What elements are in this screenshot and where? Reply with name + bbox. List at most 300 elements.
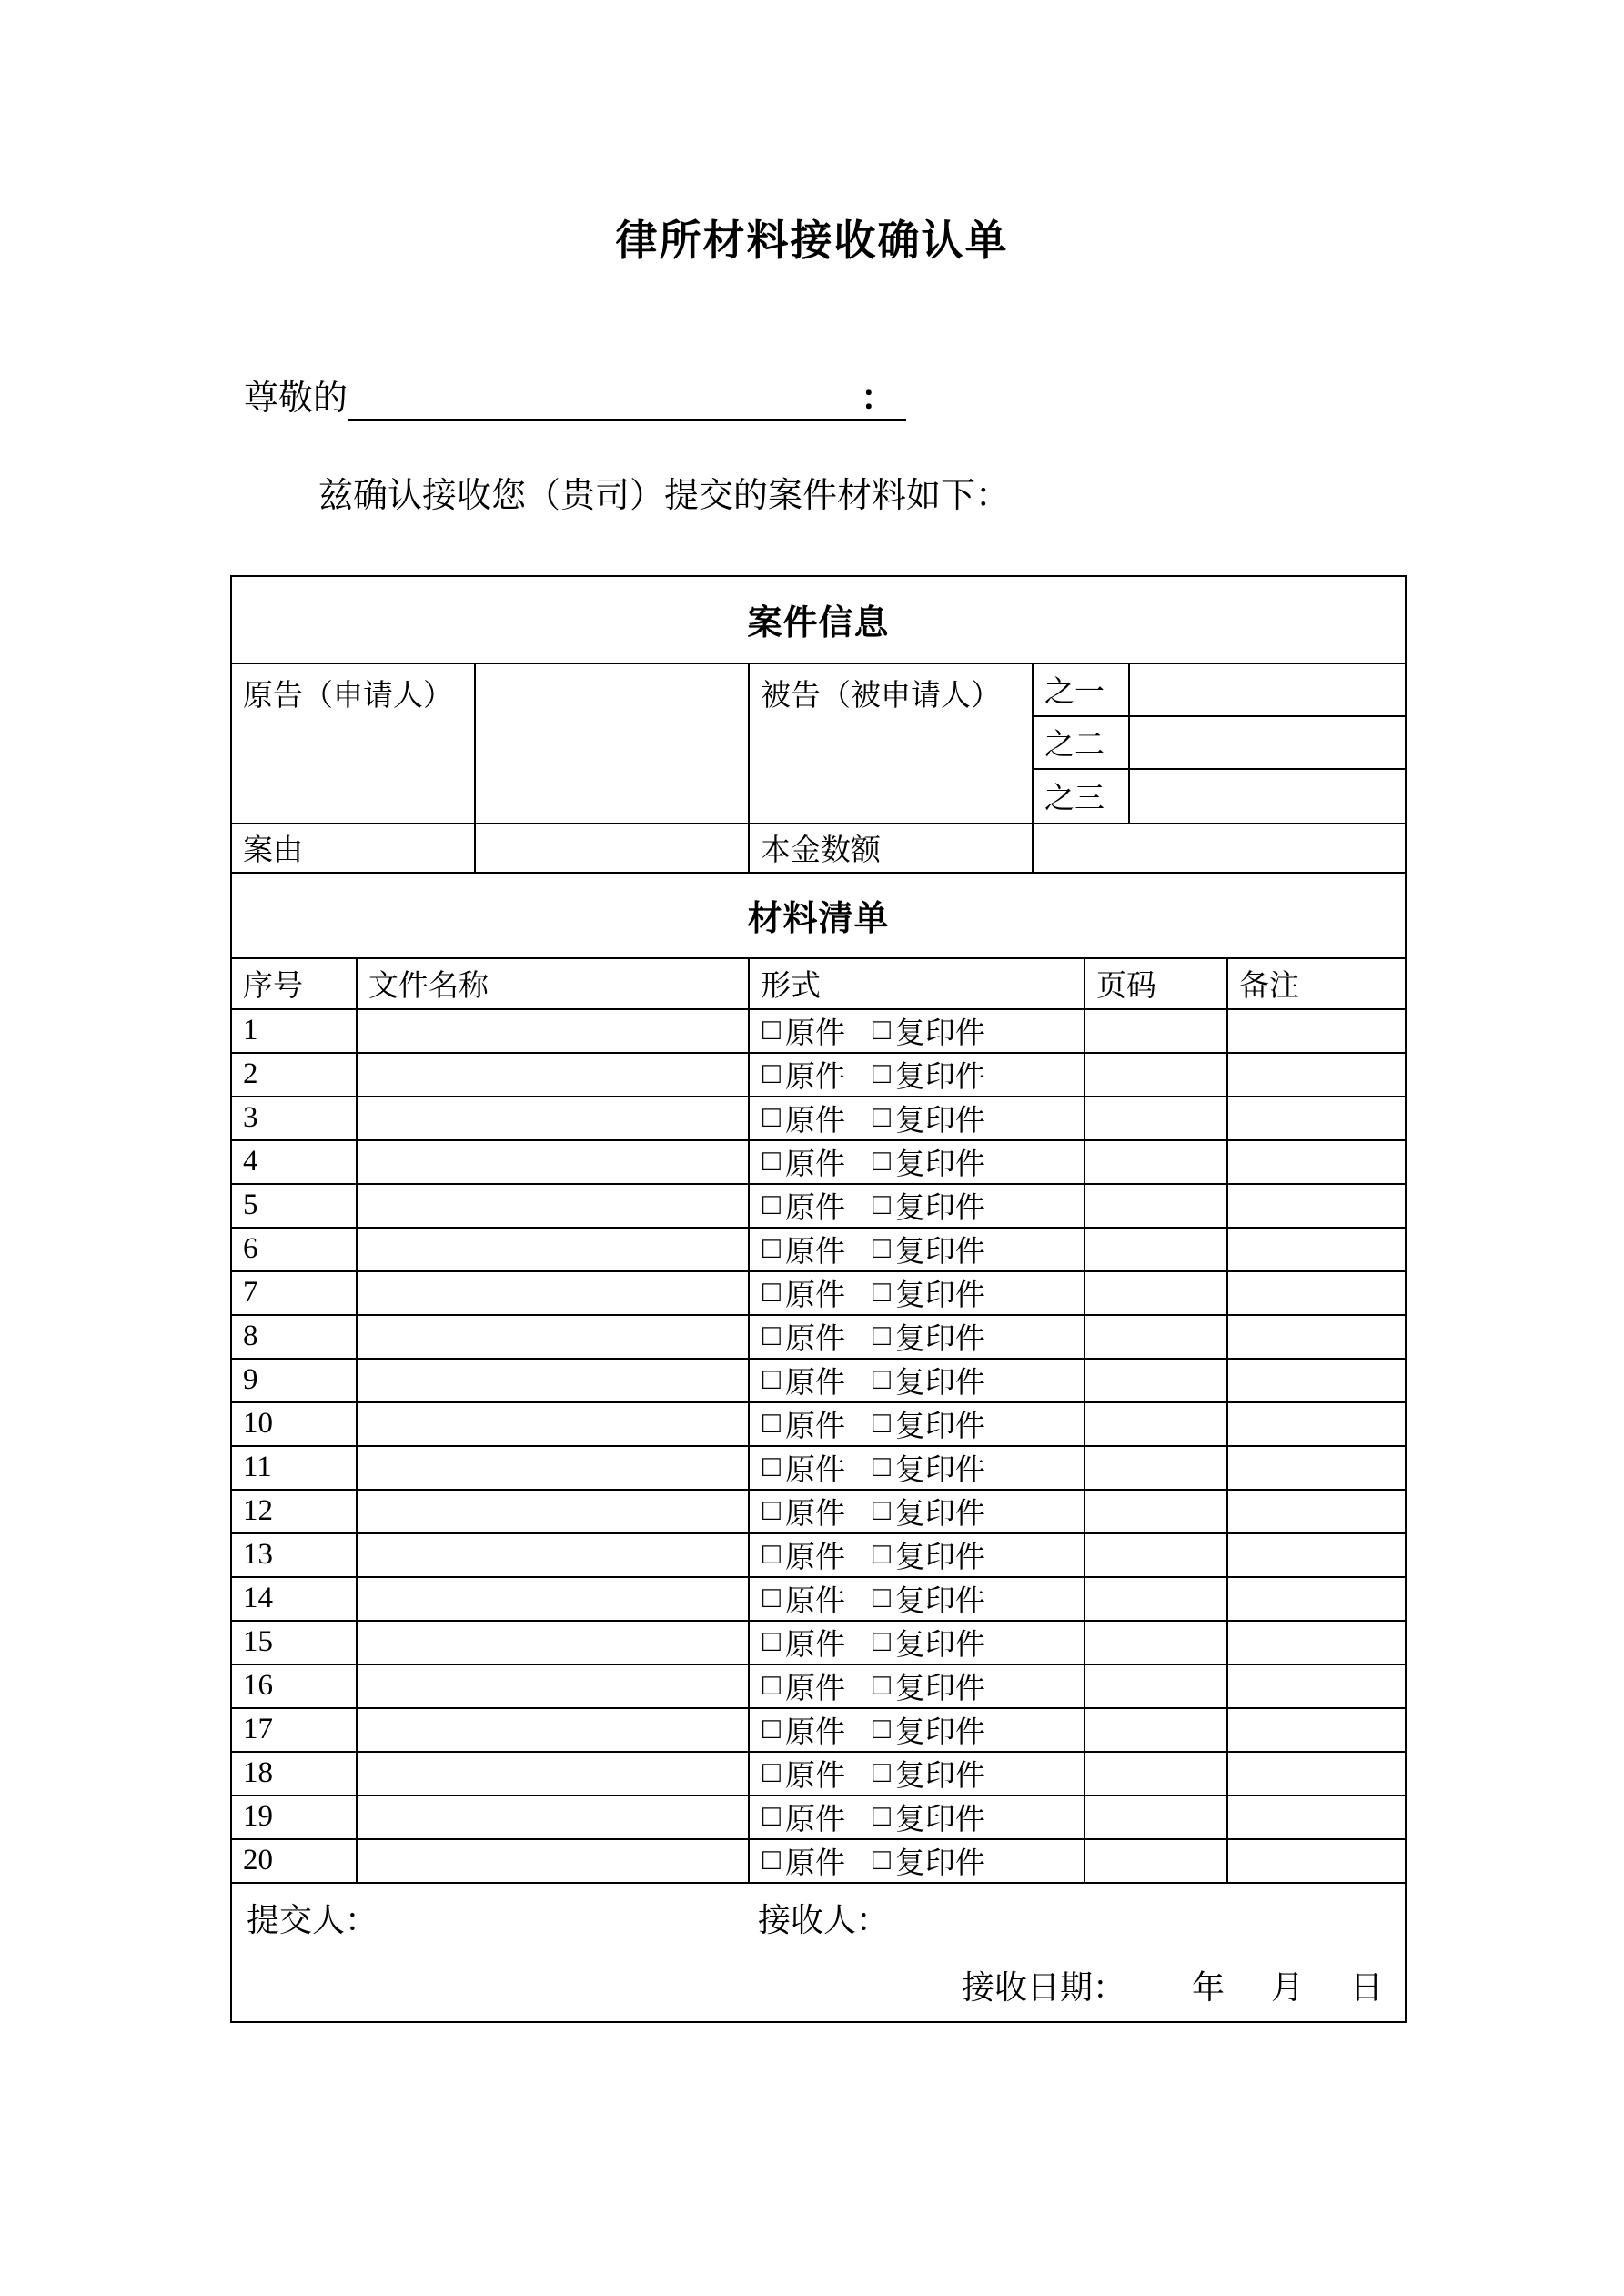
plaintiff-value-cell (476, 664, 750, 823)
copy-checkbox-option (873, 1141, 985, 1183)
signature-section (232, 1884, 1405, 2021)
file-name-cell (358, 1141, 750, 1183)
principal-label: 本金数额 (761, 834, 881, 868)
note-cell (1228, 1360, 1405, 1401)
original-checkbox-option (762, 1447, 845, 1489)
checkbox-icon-original: □ (762, 1713, 781, 1746)
copy-checkbox-option (873, 1360, 985, 1401)
material-row (232, 1097, 1405, 1141)
receive-date-line (962, 1962, 1383, 2008)
row-number: 2 (243, 1057, 258, 1091)
page-number-cell (1085, 1578, 1228, 1620)
row-number-cell (232, 1141, 358, 1183)
row-number: 3 (243, 1101, 258, 1135)
receive-date-label: 接收日期： (961, 1968, 1125, 2006)
form-cell (750, 1229, 1085, 1270)
defendant-row-2 (1034, 717, 1405, 770)
copy-checkbox-option (873, 1010, 985, 1052)
original-label: 原件 (784, 1105, 845, 1138)
checkbox-icon-copy: □ (872, 1800, 891, 1834)
defendant-index-cell-2 (1034, 717, 1130, 768)
original-label: 原件 (784, 1716, 845, 1750)
file-name-cell (358, 1840, 750, 1882)
form-cell (750, 1753, 1085, 1795)
copy-label: 复印件 (894, 1629, 985, 1663)
material-row (232, 1796, 1405, 1840)
original-checkbox-option (762, 1622, 845, 1664)
checkbox-icon-copy: □ (872, 1582, 891, 1615)
copy-label: 复印件 (894, 1585, 985, 1619)
form-cell (750, 1709, 1085, 1751)
form-cell (750, 1622, 1085, 1664)
copy-label: 复印件 (894, 1454, 985, 1488)
checkbox-icon-original: □ (762, 1014, 781, 1047)
form-cell (750, 1534, 1085, 1576)
page-number-cell (1085, 1272, 1228, 1314)
material-row (232, 1709, 1405, 1753)
checkbox-icon-copy: □ (872, 1451, 891, 1484)
material-row (232, 1534, 1405, 1578)
form-cell (750, 1185, 1085, 1227)
file-name-cell (358, 1010, 750, 1052)
original-label: 原件 (784, 1411, 845, 1444)
original-label: 原件 (784, 1585, 845, 1619)
copy-label: 复印件 (894, 1192, 985, 1226)
row-number-cell (232, 1622, 358, 1664)
row-number: 7 (243, 1276, 258, 1310)
checkbox-icon-copy: □ (872, 1713, 891, 1746)
copy-checkbox-option (873, 1447, 985, 1489)
copy-label: 复印件 (894, 1760, 985, 1794)
note-cell (1228, 1753, 1405, 1795)
original-label: 原件 (784, 1017, 845, 1051)
file-name-cell (358, 1753, 750, 1795)
copy-checkbox-option (873, 1229, 985, 1270)
checkbox-icon-copy: □ (872, 1363, 891, 1397)
signature-line (232, 1884, 1405, 1941)
form-cell (750, 1447, 1085, 1489)
original-label: 原件 (784, 1279, 845, 1313)
salutation-blank-line (348, 380, 906, 421)
material-row (232, 1578, 1405, 1622)
checkbox-icon-original: □ (762, 1582, 781, 1615)
checkbox-icon-copy: □ (872, 1145, 891, 1178)
row-number: 10 (243, 1407, 273, 1441)
form-cell (750, 1578, 1085, 1620)
salutation-colon: ： (861, 379, 896, 418)
receipt-table (230, 575, 1407, 2023)
row-number: 4 (243, 1145, 258, 1178)
form-cell (750, 1665, 1085, 1707)
page-number-cell (1085, 1097, 1228, 1139)
defendant-index-cell-3 (1034, 770, 1130, 823)
page-number-cell (1085, 1403, 1228, 1445)
material-row (232, 1185, 1405, 1229)
original-checkbox-option (762, 1229, 845, 1270)
checkbox-icon-original: □ (762, 1407, 781, 1441)
copy-checkbox-option (873, 1840, 985, 1882)
file-name-cell (358, 1491, 750, 1532)
original-label: 原件 (784, 1323, 845, 1357)
checkbox-icon-original: □ (762, 1276, 781, 1310)
defendant-value-cell-1 (1130, 664, 1405, 715)
row-number-cell (232, 1054, 358, 1096)
original-label: 原件 (784, 1061, 845, 1095)
file-name-cell (358, 1272, 750, 1314)
row-number: 14 (243, 1582, 273, 1615)
original-label: 原件 (784, 1629, 845, 1663)
original-label: 原件 (784, 1192, 845, 1226)
copy-checkbox-option (873, 1622, 985, 1664)
checkbox-icon-copy: □ (872, 1101, 891, 1135)
copy-checkbox-option (873, 1709, 985, 1751)
note-cell (1228, 1403, 1405, 1445)
page-number-cell (1085, 1360, 1228, 1401)
page-number-cell (1085, 1840, 1228, 1882)
defendant-index-label-3: 之三 (1044, 783, 1105, 816)
checkbox-icon-original: □ (762, 1669, 781, 1703)
copy-label: 复印件 (894, 1411, 985, 1444)
form-cell (750, 1097, 1085, 1139)
row-number-cell (232, 1753, 358, 1795)
copy-label: 复印件 (894, 1148, 985, 1182)
materials-section-title: 材料清单 (232, 874, 1405, 959)
original-label: 原件 (784, 1673, 845, 1706)
page-number-cell (1085, 1185, 1228, 1227)
file-name-cell (358, 1622, 750, 1664)
note-cell (1228, 1709, 1405, 1751)
cause-label-cell (232, 824, 476, 872)
day-label: 日 (1349, 1968, 1383, 2006)
checkbox-icon-copy: □ (872, 1625, 891, 1659)
row-number: 1 (243, 1014, 258, 1047)
note-cell (1228, 1316, 1405, 1358)
row-number-cell (232, 1316, 358, 1358)
col-header-form: 形式 (750, 959, 1085, 1008)
checkbox-icon-original: □ (762, 1363, 781, 1397)
copy-checkbox-option (873, 1316, 985, 1358)
checkbox-icon-copy: □ (872, 1756, 891, 1790)
form-cell (750, 1491, 1085, 1532)
intro-text: 兹确认接收您（贵司）提交的案件材料如下： (318, 476, 1011, 515)
original-label: 原件 (784, 1148, 845, 1182)
defendant-row-3 (1034, 770, 1405, 823)
copy-checkbox-option (873, 1796, 985, 1838)
checkbox-icon-original: □ (762, 1538, 781, 1572)
original-label: 原件 (784, 1454, 845, 1488)
page-number-cell (1085, 1622, 1228, 1664)
case-info-section-title: 案件信息 (232, 577, 1405, 664)
original-label: 原件 (784, 1367, 845, 1401)
original-checkbox-option (762, 1840, 845, 1882)
month-label: 月 (1270, 1968, 1304, 2006)
checkbox-icon-copy: □ (872, 1057, 891, 1091)
checkbox-icon-copy: □ (872, 1014, 891, 1047)
note-cell (1228, 1665, 1405, 1707)
copy-checkbox-option (873, 1185, 985, 1227)
original-checkbox-option (762, 1796, 845, 1838)
material-row (232, 1622, 1405, 1665)
copy-label: 复印件 (894, 1804, 985, 1837)
row-number: 13 (243, 1538, 273, 1572)
row-number: 20 (243, 1844, 273, 1877)
row-number-cell (232, 1272, 358, 1314)
salutation-line (244, 369, 1624, 421)
original-checkbox-option (762, 1709, 845, 1751)
row-number-cell (232, 1491, 358, 1532)
file-name-cell (358, 1185, 750, 1227)
defendant-row-1 (1034, 664, 1405, 717)
copy-checkbox-option (873, 1578, 985, 1620)
note-cell (1228, 1796, 1405, 1838)
row-number-cell (232, 1796, 358, 1838)
checkbox-icon-original: □ (762, 1800, 781, 1834)
copy-checkbox-option (873, 1054, 985, 1096)
copy-label: 复印件 (894, 1542, 985, 1575)
checkbox-icon-original: □ (762, 1232, 781, 1266)
original-label: 原件 (784, 1498, 845, 1532)
row-number-cell (232, 1665, 358, 1707)
copy-label: 复印件 (894, 1236, 985, 1269)
row-number: 16 (243, 1669, 273, 1703)
note-cell (1228, 1491, 1405, 1532)
original-checkbox-option (762, 1054, 845, 1096)
copy-label: 复印件 (894, 1498, 985, 1532)
page-number-cell (1085, 1665, 1228, 1707)
checkbox-icon-copy: □ (872, 1188, 891, 1222)
original-checkbox-option (762, 1185, 845, 1227)
form-cell (750, 1316, 1085, 1358)
copy-label: 复印件 (894, 1061, 985, 1095)
material-row (232, 1753, 1405, 1796)
material-row (232, 1141, 1405, 1185)
row-number-cell (232, 1578, 358, 1620)
row-number: 15 (243, 1625, 273, 1659)
salutation-prefix: 尊敬的 (244, 379, 348, 418)
checkbox-icon-original: □ (762, 1320, 781, 1353)
file-name-cell (358, 1447, 750, 1489)
plaintiff-label-cell (232, 664, 476, 823)
form-cell (750, 1796, 1085, 1838)
copy-checkbox-option (873, 1753, 985, 1795)
form-cell (750, 1403, 1085, 1445)
principal-label-cell (750, 824, 1034, 872)
material-row (232, 1447, 1405, 1491)
note-cell (1228, 1840, 1405, 1882)
copy-label: 复印件 (894, 1279, 985, 1313)
materials-header-row (232, 959, 1405, 1010)
form-cell (750, 1141, 1085, 1183)
page-number-cell (1085, 1709, 1228, 1751)
page-number-cell (1085, 1491, 1228, 1532)
form-cell (750, 1840, 1085, 1882)
page-number-cell (1085, 1010, 1228, 1052)
copy-checkbox-option (873, 1534, 985, 1576)
material-row (232, 1403, 1405, 1447)
page-number-cell (1085, 1316, 1228, 1358)
col-header-index: 序号 (232, 959, 358, 1008)
note-cell (1228, 1447, 1405, 1489)
note-cell (1228, 1578, 1405, 1620)
checkbox-icon-original: □ (762, 1145, 781, 1178)
row-number: 11 (243, 1451, 272, 1484)
row-number-cell (232, 1840, 358, 1882)
note-cell (1228, 1622, 1405, 1664)
material-row (232, 1010, 1405, 1054)
original-checkbox-option (762, 1578, 845, 1620)
case-info-block (232, 664, 1405, 824)
material-row (232, 1840, 1405, 1884)
defendant-index-cell-1 (1034, 664, 1130, 715)
document-title: 律所材料接收确认单 (615, 217, 1009, 264)
note-cell (1228, 1534, 1405, 1576)
file-name-cell (358, 1665, 750, 1707)
file-name-cell (358, 1534, 750, 1576)
checkbox-icon-original: □ (762, 1625, 781, 1659)
material-row (232, 1491, 1405, 1534)
defendant-index-label-2: 之二 (1044, 729, 1105, 763)
note-cell (1228, 1272, 1405, 1314)
checkbox-icon-original: □ (762, 1494, 781, 1528)
material-rows (232, 1010, 1405, 1884)
row-number-cell (232, 1360, 358, 1401)
checkbox-icon-copy: □ (872, 1844, 891, 1877)
material-row (232, 1360, 1405, 1403)
original-label: 原件 (784, 1804, 845, 1837)
cause-label: 案由 (243, 834, 303, 868)
file-name-cell (358, 1360, 750, 1401)
checkbox-icon-original: □ (762, 1188, 781, 1222)
note-cell (1228, 1185, 1405, 1227)
receiver-label: 接收人： (758, 1901, 890, 1938)
row-number-cell (232, 1403, 358, 1445)
file-name-cell (358, 1229, 750, 1270)
original-checkbox-option (762, 1403, 845, 1445)
checkbox-icon-original: □ (762, 1844, 781, 1877)
copy-checkbox-option (873, 1272, 985, 1314)
original-checkbox-option (762, 1097, 845, 1139)
col-header-name: 文件名称 (358, 959, 750, 1008)
row-number: 6 (243, 1232, 258, 1266)
checkbox-icon-copy: □ (872, 1494, 891, 1528)
page-number-cell (1085, 1229, 1228, 1270)
page-number-cell (1085, 1796, 1228, 1838)
defendant-value-cell-3 (1130, 770, 1405, 823)
material-row (232, 1229, 1405, 1272)
checkbox-icon-copy: □ (872, 1669, 891, 1703)
file-name-cell (358, 1097, 750, 1139)
page-number-cell (1085, 1753, 1228, 1795)
defendant-label-cell (750, 664, 1034, 823)
file-name-cell (358, 1316, 750, 1358)
original-checkbox-option (762, 1534, 845, 1576)
material-row (232, 1054, 1405, 1097)
original-label: 原件 (784, 1236, 845, 1269)
row-number-cell (232, 1709, 358, 1751)
copy-checkbox-option (873, 1403, 985, 1445)
checkbox-icon-original: □ (762, 1756, 781, 1790)
row-number: 17 (243, 1713, 273, 1746)
copy-label: 复印件 (894, 1673, 985, 1706)
checkbox-icon-copy: □ (872, 1538, 891, 1572)
checkbox-icon-copy: □ (872, 1407, 891, 1441)
original-label: 原件 (784, 1760, 845, 1794)
note-cell (1228, 1054, 1405, 1096)
row-number-cell (232, 1534, 358, 1576)
original-checkbox-option (762, 1272, 845, 1314)
copy-label: 复印件 (894, 1323, 985, 1357)
copy-label: 复印件 (894, 1716, 985, 1750)
copy-checkbox-option (873, 1665, 985, 1707)
file-name-cell (358, 1054, 750, 1096)
file-name-cell (358, 1796, 750, 1838)
checkbox-icon-copy: □ (872, 1276, 891, 1310)
defendant-label: 被告（被申请人） (761, 679, 1001, 713)
row-number-cell (232, 1229, 358, 1270)
file-name-cell (358, 1578, 750, 1620)
note-cell (1228, 1010, 1405, 1052)
copy-checkbox-option (873, 1491, 985, 1532)
original-checkbox-option (762, 1316, 845, 1358)
row-number-cell (232, 1097, 358, 1139)
defendant-rows (1034, 664, 1405, 823)
copy-label: 复印件 (894, 1105, 985, 1138)
original-label: 原件 (784, 1847, 845, 1881)
year-label: 年 (1191, 1968, 1225, 2006)
form-cell (750, 1272, 1085, 1314)
row-number: 8 (243, 1320, 258, 1353)
copy-label: 复印件 (894, 1017, 985, 1051)
plaintiff-label: 原告（申请人） (243, 679, 453, 713)
file-name-cell (358, 1709, 750, 1751)
page-number-cell (1085, 1447, 1228, 1489)
note-cell (1228, 1229, 1405, 1270)
original-label: 原件 (784, 1542, 845, 1575)
note-cell (1228, 1141, 1405, 1183)
note-cell (1228, 1097, 1405, 1139)
copy-label: 复印件 (894, 1847, 985, 1881)
checkbox-icon-original: □ (762, 1101, 781, 1135)
checkbox-icon-original: □ (762, 1057, 781, 1091)
form-cell (750, 1010, 1085, 1052)
page-number-cell (1085, 1534, 1228, 1576)
form-cell (750, 1360, 1085, 1401)
original-checkbox-option (762, 1665, 845, 1707)
cause-row (232, 824, 1405, 874)
row-number-cell (232, 1447, 358, 1489)
row-number-cell (232, 1010, 358, 1052)
file-name-cell (358, 1403, 750, 1445)
row-number: 9 (243, 1363, 258, 1397)
original-checkbox-option (762, 1360, 845, 1401)
row-number: 5 (243, 1188, 258, 1222)
defendant-index-label-1: 之一 (1044, 676, 1105, 710)
row-number: 18 (243, 1756, 273, 1790)
form-cell (750, 1054, 1085, 1096)
original-checkbox-option (762, 1491, 845, 1532)
material-row (232, 1272, 1405, 1316)
material-row (232, 1316, 1405, 1360)
submitter-label: 提交人： (247, 1901, 378, 1938)
original-checkbox-option (762, 1010, 845, 1052)
page-number-cell (1085, 1141, 1228, 1183)
col-header-page: 页码 (1085, 959, 1228, 1008)
page-number-cell (1085, 1054, 1228, 1096)
col-header-note: 备注 (1239, 970, 1299, 1004)
row-number-cell (232, 1185, 358, 1227)
original-checkbox-option (762, 1141, 845, 1183)
checkbox-icon-copy: □ (872, 1232, 891, 1266)
